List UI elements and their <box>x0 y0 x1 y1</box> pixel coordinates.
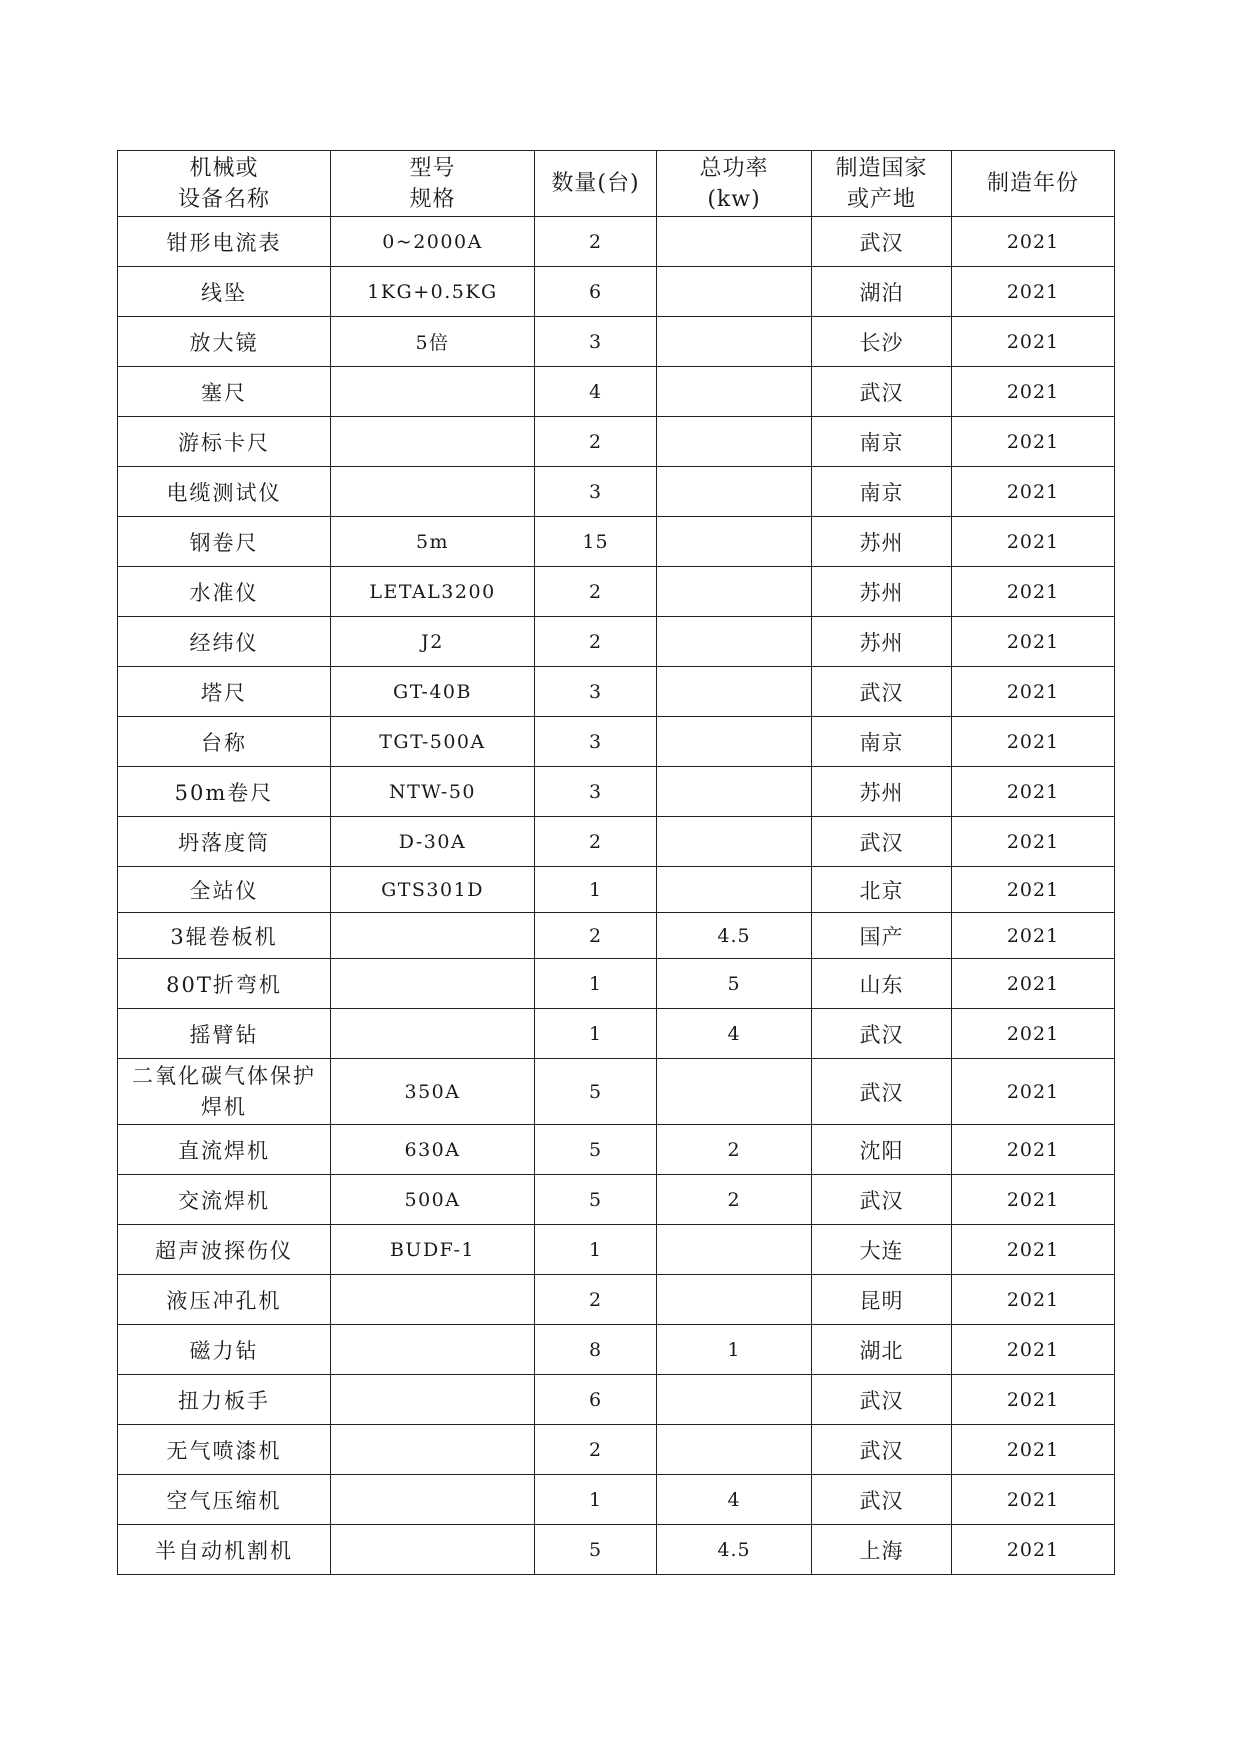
model-spec-cell: D-30A <box>331 817 535 867</box>
year-cell: 2021 <box>952 217 1115 267</box>
model-spec-cell <box>331 1425 535 1475</box>
origin-cell: 南京 <box>812 717 952 767</box>
year-cell: 2021 <box>952 1225 1115 1275</box>
year-cell: 2021 <box>952 817 1115 867</box>
total-power-cell: 2 <box>657 1175 812 1225</box>
quantity-cell: 2 <box>535 617 657 667</box>
quantity-cell: 1 <box>535 959 657 1009</box>
equipment-name-cell: 台称 <box>118 717 331 767</box>
quantity-cell: 5 <box>535 1525 657 1575</box>
equipment-name-cell: 扭力板手 <box>118 1375 331 1425</box>
year-cell: 2021 <box>952 367 1115 417</box>
table-row <box>118 267 1115 317</box>
model-spec-cell: GT-40B <box>331 667 535 717</box>
year-cell: 2021 <box>952 567 1115 617</box>
total-power-cell <box>657 717 812 767</box>
total-power-cell <box>657 667 812 717</box>
model-spec-cell: 1KG+0.5KG <box>331 267 535 317</box>
table-row <box>118 717 1115 767</box>
year-cell: 2021 <box>952 1475 1115 1525</box>
quantity-cell: 3 <box>535 717 657 767</box>
equipment-name-cell: 半自动机割机 <box>118 1525 331 1575</box>
origin-cell: 苏州 <box>812 767 952 817</box>
equipment-name-cell: 电缆测试仪 <box>118 467 331 517</box>
year-cell: 2021 <box>952 267 1115 317</box>
model-spec-cell: TGT-500A <box>331 717 535 767</box>
year-cell: 2021 <box>952 467 1115 517</box>
total-power-cell: 4.5 <box>657 913 812 959</box>
total-power-cell <box>657 1425 812 1475</box>
origin-cell: 国产 <box>812 913 952 959</box>
model-spec-cell <box>331 467 535 517</box>
origin-cell: 武汉 <box>812 367 952 417</box>
quantity-cell: 5 <box>535 1125 657 1175</box>
equipment-name-cell: 钢卷尺 <box>118 517 331 567</box>
origin-cell: 武汉 <box>812 1175 952 1225</box>
total-power-cell: 5 <box>657 959 812 1009</box>
total-power-cell <box>657 267 812 317</box>
table-body <box>118 217 1115 1575</box>
quantity-cell: 5 <box>535 1059 657 1125</box>
year-cell: 2021 <box>952 1175 1115 1225</box>
year-cell: 2021 <box>952 767 1115 817</box>
origin-cell: 北京 <box>812 867 952 913</box>
origin-cell: 武汉 <box>812 1475 952 1525</box>
year-cell: 2021 <box>952 1525 1115 1575</box>
table-row <box>118 867 1115 913</box>
origin-cell: 湖泊 <box>812 267 952 317</box>
table-row <box>118 517 1115 567</box>
total-power-cell <box>657 1059 812 1125</box>
equipment-table <box>117 150 1115 1575</box>
equipment-name-cell: 液压冲孔机 <box>118 1275 331 1325</box>
total-power-cell <box>657 367 812 417</box>
table-row <box>118 667 1115 717</box>
model-spec-cell <box>331 1325 535 1375</box>
model-spec-cell: 0~2000A <box>331 217 535 267</box>
total-power-cell: 4 <box>657 1009 812 1059</box>
equipment-name-cell: 空气压缩机 <box>118 1475 331 1525</box>
table-row <box>118 959 1115 1009</box>
origin-cell: 南京 <box>812 467 952 517</box>
total-power-cell <box>657 817 812 867</box>
table-row <box>118 567 1115 617</box>
year-cell: 2021 <box>952 1059 1115 1125</box>
origin-cell: 武汉 <box>812 817 952 867</box>
equipment-name-cell: 超声波探伤仪 <box>118 1225 331 1275</box>
total-power-cell <box>657 217 812 267</box>
origin-cell: 大连 <box>812 1225 952 1275</box>
equipment-name-cell: 钳形电流表 <box>118 217 331 267</box>
equipment-name-cell: 3辊卷板机 <box>118 913 331 959</box>
table-row <box>118 217 1115 267</box>
quantity-cell: 3 <box>535 767 657 817</box>
model-spec-cell <box>331 1275 535 1325</box>
year-cell: 2021 <box>952 417 1115 467</box>
equipment-name-cell: 经纬仪 <box>118 617 331 667</box>
total-power-cell: 4.5 <box>657 1525 812 1575</box>
quantity-cell: 6 <box>535 1375 657 1425</box>
equipment-name-cell: 塔尺 <box>118 667 331 717</box>
header-quantity: 数量(台) <box>535 151 657 217</box>
origin-cell: 武汉 <box>812 217 952 267</box>
equipment-name-cell: 摇臂钻 <box>118 1009 331 1059</box>
table-row <box>118 1275 1115 1325</box>
equipment-list-sheet <box>117 150 1114 1575</box>
table-row <box>118 1425 1115 1475</box>
year-cell: 2021 <box>952 617 1115 667</box>
origin-cell: 湖北 <box>812 1325 952 1375</box>
quantity-cell: 3 <box>535 467 657 517</box>
year-cell: 2021 <box>952 1325 1115 1375</box>
table-row <box>118 617 1115 667</box>
model-spec-cell <box>331 1475 535 1525</box>
year-cell: 2021 <box>952 1125 1115 1175</box>
total-power-cell <box>657 867 812 913</box>
model-spec-cell: GTS301D <box>331 867 535 913</box>
origin-cell: 武汉 <box>812 1375 952 1425</box>
year-cell: 2021 <box>952 913 1115 959</box>
equipment-name-cell: 磁力钻 <box>118 1325 331 1375</box>
table-row <box>118 1009 1115 1059</box>
table-row <box>118 367 1115 417</box>
table-row <box>118 1059 1115 1125</box>
header-equipment-name: 机械或 设备名称 <box>118 151 331 217</box>
year-cell: 2021 <box>952 317 1115 367</box>
model-spec-cell: NTW-50 <box>331 767 535 817</box>
model-spec-cell: 5m <box>331 517 535 567</box>
year-cell: 2021 <box>952 1425 1115 1475</box>
origin-cell: 长沙 <box>812 317 952 367</box>
total-power-cell <box>657 767 812 817</box>
origin-cell: 武汉 <box>812 667 952 717</box>
model-spec-cell <box>331 1525 535 1575</box>
table-row <box>118 467 1115 517</box>
model-spec-cell <box>331 959 535 1009</box>
origin-cell: 沈阳 <box>812 1125 952 1175</box>
total-power-cell <box>657 467 812 517</box>
equipment-name-cell: 二氧化碳气体保护焊机 <box>118 1059 331 1125</box>
quantity-cell: 2 <box>535 817 657 867</box>
quantity-cell: 2 <box>535 913 657 959</box>
year-cell: 2021 <box>952 517 1115 567</box>
origin-cell: 昆明 <box>812 1275 952 1325</box>
year-cell: 2021 <box>952 1009 1115 1059</box>
model-spec-cell <box>331 913 535 959</box>
table-row <box>118 1475 1115 1525</box>
year-cell: 2021 <box>952 717 1115 767</box>
quantity-cell: 1 <box>535 1225 657 1275</box>
origin-cell: 苏州 <box>812 617 952 667</box>
year-cell: 2021 <box>952 959 1115 1009</box>
total-power-cell: 2 <box>657 1125 812 1175</box>
model-spec-cell <box>331 367 535 417</box>
equipment-name-cell: 游标卡尺 <box>118 417 331 467</box>
header-total-power: 总功率 (kw) <box>657 151 812 217</box>
model-spec-cell <box>331 417 535 467</box>
quantity-cell: 3 <box>535 317 657 367</box>
origin-cell: 武汉 <box>812 1425 952 1475</box>
equipment-name-cell: 全站仪 <box>118 867 331 913</box>
total-power-cell <box>657 417 812 467</box>
quantity-cell: 1 <box>535 1009 657 1059</box>
total-power-cell <box>657 317 812 367</box>
table-row <box>118 317 1115 367</box>
equipment-name-cell: 线坠 <box>118 267 331 317</box>
header-origin: 制造国家 或产地 <box>812 151 952 217</box>
quantity-cell: 6 <box>535 267 657 317</box>
header-model-spec: 型号 规格 <box>331 151 535 217</box>
equipment-name-cell: 80T折弯机 <box>118 959 331 1009</box>
quantity-cell: 4 <box>535 367 657 417</box>
total-power-cell <box>657 1275 812 1325</box>
total-power-cell <box>657 1225 812 1275</box>
table-row <box>118 1525 1115 1575</box>
quantity-cell: 8 <box>535 1325 657 1375</box>
table-row <box>118 1325 1115 1375</box>
quantity-cell: 2 <box>535 217 657 267</box>
year-cell: 2021 <box>952 1275 1115 1325</box>
equipment-name-cell: 水准仪 <box>118 567 331 617</box>
origin-cell: 武汉 <box>812 1009 952 1059</box>
model-spec-cell: 350A <box>331 1059 535 1125</box>
origin-cell: 南京 <box>812 417 952 467</box>
origin-cell: 上海 <box>812 1525 952 1575</box>
origin-cell: 山东 <box>812 959 952 1009</box>
quantity-cell: 3 <box>535 667 657 717</box>
header-year: 制造年份 <box>952 151 1115 217</box>
model-spec-cell: LETAL3200 <box>331 567 535 617</box>
total-power-cell <box>657 1375 812 1425</box>
year-cell: 2021 <box>952 867 1115 913</box>
table-row <box>118 1125 1115 1175</box>
quantity-cell: 2 <box>535 1425 657 1475</box>
origin-cell: 苏州 <box>812 567 952 617</box>
table-row <box>118 417 1115 467</box>
table-row <box>118 767 1115 817</box>
quantity-cell: 1 <box>535 867 657 913</box>
model-spec-cell <box>331 1375 535 1425</box>
model-spec-cell: 630A <box>331 1125 535 1175</box>
total-power-cell: 1 <box>657 1325 812 1375</box>
equipment-name-cell: 塞尺 <box>118 367 331 417</box>
table-row <box>118 913 1115 959</box>
equipment-name-cell: 放大镜 <box>118 317 331 367</box>
equipment-name-cell: 无气喷漆机 <box>118 1425 331 1475</box>
total-power-cell <box>657 517 812 567</box>
total-power-cell <box>657 567 812 617</box>
model-spec-cell: BUDF-1 <box>331 1225 535 1275</box>
origin-cell: 武汉 <box>812 1059 952 1125</box>
model-spec-cell: J2 <box>331 617 535 667</box>
equipment-name-cell: 坍落度筒 <box>118 817 331 867</box>
model-spec-cell <box>331 1009 535 1059</box>
equipment-name-cell: 50m卷尺 <box>118 767 331 817</box>
quantity-cell: 15 <box>535 517 657 567</box>
quantity-cell: 2 <box>535 417 657 467</box>
header-row <box>118 151 1115 217</box>
year-cell: 2021 <box>952 1375 1115 1425</box>
quantity-cell: 5 <box>535 1175 657 1225</box>
table-row <box>118 817 1115 867</box>
model-spec-cell: 500A <box>331 1175 535 1225</box>
equipment-name-cell: 直流焊机 <box>118 1125 331 1175</box>
table-row <box>118 1375 1115 1425</box>
origin-cell: 苏州 <box>812 517 952 567</box>
quantity-cell: 2 <box>535 567 657 617</box>
model-spec-cell: 5倍 <box>331 317 535 367</box>
equipment-name-cell: 交流焊机 <box>118 1175 331 1225</box>
table-row <box>118 1225 1115 1275</box>
total-power-cell: 4 <box>657 1475 812 1525</box>
quantity-cell: 1 <box>535 1475 657 1525</box>
year-cell: 2021 <box>952 667 1115 717</box>
quantity-cell: 2 <box>535 1275 657 1325</box>
total-power-cell <box>657 617 812 667</box>
table-row <box>118 1175 1115 1225</box>
